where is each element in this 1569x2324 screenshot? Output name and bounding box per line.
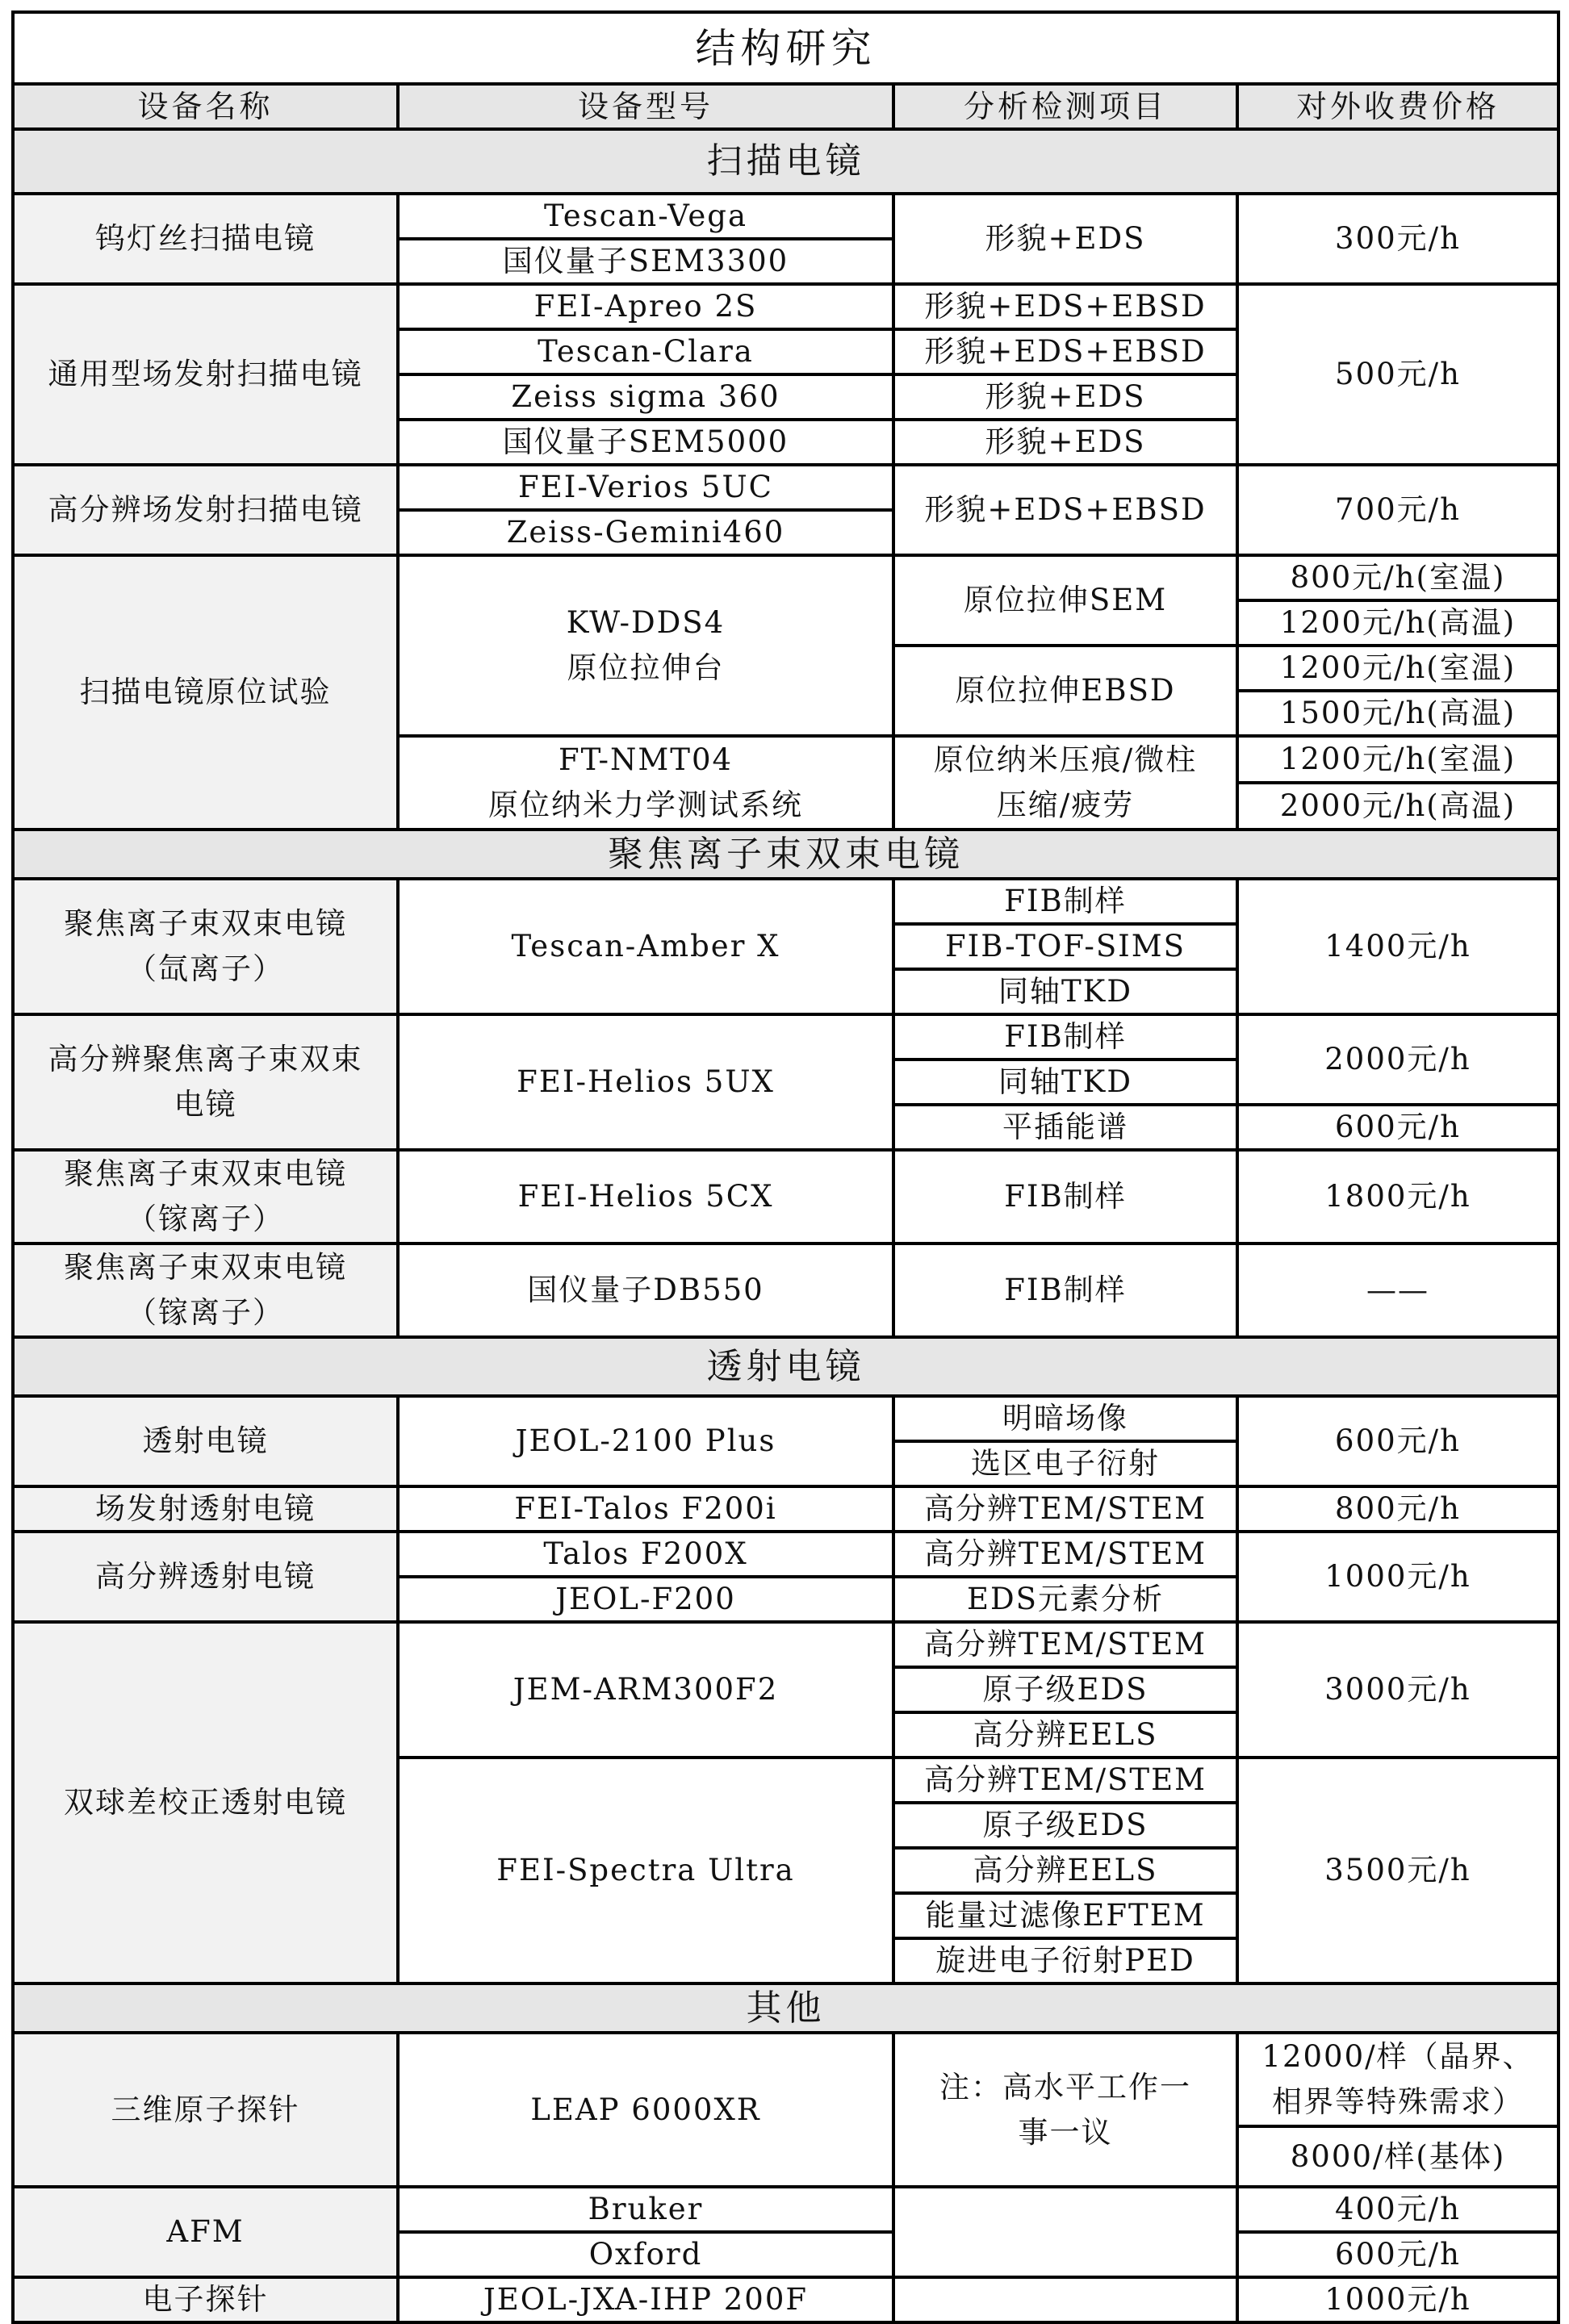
price: 1200元/h(高温): [1237, 600, 1559, 646]
test-item: 能量过滤像EFTEM: [893, 1893, 1237, 1938]
section-title: 聚焦离子束双束电镜: [13, 830, 1559, 879]
table-row: [13, 555, 1559, 600]
price: 1200元/h(室温): [1237, 736, 1559, 783]
item-line: 压缩/疲劳: [996, 788, 1135, 822]
table-row: [13, 1396, 1559, 1441]
device-model: FEI-Talos F200i: [398, 1486, 893, 1532]
device-name: [13, 1150, 398, 1244]
test-item: 高分辨EELS: [893, 1848, 1237, 1893]
device-line: 聚焦离子束双束电镜: [64, 1250, 347, 1285]
note: [893, 2033, 1237, 2187]
price: 400元/h: [1237, 2187, 1559, 2232]
device-model: JEOL-2100 Plus: [398, 1396, 893, 1486]
table-row: [13, 1150, 1559, 1197]
device-model: FEI-Spectra Ultra: [398, 1758, 893, 1983]
price: 1500元/h(高温): [1237, 691, 1559, 736]
device-line: （镓离子）: [127, 1295, 284, 1330]
price: ——: [1237, 1244, 1559, 1337]
test-item: 形貌+EDS: [893, 374, 1237, 420]
price-line: 相界等特殊需求）: [1272, 2084, 1524, 2119]
device-model: FEI-Verios 5UC: [398, 465, 893, 510]
note-line: 事一议: [1018, 2114, 1113, 2150]
device-model: [398, 736, 893, 830]
table-row: [13, 2187, 1559, 2232]
test-item: 同轴TKD: [893, 969, 1237, 1014]
device-line: （镓离子）: [127, 1202, 284, 1236]
device-name: 扫描电镜原位试验: [13, 555, 398, 830]
device-name: 高分辨透射电镜: [13, 1532, 398, 1622]
device-name: [13, 1244, 398, 1337]
column-header-model: 设备型号: [398, 84, 893, 129]
section-header-row: [13, 1337, 1559, 1396]
device-name: 电子探针: [13, 2277, 398, 2322]
device-model: Tescan-Vega: [398, 194, 893, 239]
price: 2000元/h(高温): [1237, 783, 1559, 830]
test-item: 原位拉伸SEM: [893, 555, 1237, 646]
device-name: 透射电镜: [13, 1396, 398, 1486]
device-model: JEOL-F200: [398, 1577, 893, 1622]
price: 500元/h: [1237, 284, 1559, 465]
device-model: Zeiss sigma 360: [398, 374, 893, 420]
table-row: [13, 879, 1559, 924]
test-item: [893, 2187, 1237, 2277]
table-row: [13, 2033, 1559, 2079]
device-model: Tescan-Clara: [398, 329, 893, 374]
test-item: FIB制样: [893, 1244, 1237, 1337]
device-model: JEM-ARM300F2: [398, 1622, 893, 1758]
price: 3500元/h: [1237, 1758, 1559, 1983]
test-item: 原子级EDS: [893, 1667, 1237, 1712]
test-item: FIB-TOF-SIMS: [893, 924, 1237, 969]
table-row: [13, 465, 1559, 510]
device-name: 三维原子探针: [13, 2033, 398, 2187]
price: 1400元/h: [1237, 879, 1559, 1014]
price: 1000元/h: [1237, 2277, 1559, 2322]
price-line: 12000/样（晶界、: [1261, 2039, 1534, 2074]
test-item: 同轴TKD: [893, 1060, 1237, 1105]
model-line: FT-NMT04: [558, 742, 734, 777]
test-item: 形貌+EDS+EBSD: [893, 329, 1237, 374]
price: 1000元/h: [1237, 1532, 1559, 1622]
table-row: [13, 1486, 1559, 1532]
section-header-row: [13, 129, 1559, 194]
note-line: 注：高水平工作一: [939, 2069, 1191, 2105]
device-model: Zeiss-Gemini460: [398, 510, 893, 555]
price: 700元/h: [1237, 465, 1559, 555]
device-name: 高分辨场发射扫描电镜: [13, 465, 398, 555]
test-item: 选区电子衍射: [893, 1441, 1237, 1486]
price: [1237, 2033, 1559, 2126]
table-row: [13, 2277, 1559, 2322]
device-model: 国仪量子SEM5000: [398, 420, 893, 465]
device-line: （氙离子）: [127, 951, 284, 986]
price: 600元/h: [1237, 2232, 1559, 2277]
test-item: 平插能谱: [893, 1105, 1237, 1150]
device-model: FEI-Apreo 2S: [398, 284, 893, 329]
test-item: 原位拉伸EBSD: [893, 646, 1237, 736]
device-name: AFM: [13, 2187, 398, 2277]
table-row: [13, 1622, 1559, 1667]
price: 3000元/h: [1237, 1622, 1559, 1758]
device-model: 国仪量子SEM3300: [398, 239, 893, 284]
device-model: JEOL-JXA-IHP 200F: [398, 2277, 893, 2322]
model-line: KW-DDS4: [566, 605, 726, 640]
device-line: 聚焦离子束双束电镜: [64, 1156, 347, 1191]
price: 300元/h: [1237, 194, 1559, 284]
table-row: [13, 1532, 1559, 1577]
price: 2000元/h: [1237, 1014, 1559, 1105]
item-line: 原位纳米压痕/微柱: [933, 742, 1198, 777]
device-model: FEI-Helios 5CX: [398, 1150, 893, 1244]
device-line: 电镜: [174, 1087, 237, 1122]
price: 1200元/h(室温): [1237, 646, 1559, 691]
test-item: FIB制样: [893, 1150, 1237, 1244]
test-item: 原子级EDS: [893, 1803, 1237, 1848]
device-name: 通用型场发射扫描电镜: [13, 284, 398, 465]
device-line: 高分辨聚焦离子束双束: [48, 1042, 363, 1076]
test-item: [893, 2277, 1237, 2322]
test-item: 高分辨TEM/STEM: [893, 1758, 1237, 1803]
model-line: 原位拉伸台: [567, 650, 725, 685]
price: 800元/h: [1237, 1486, 1559, 1532]
device-name: 场发射透射电镜: [13, 1486, 398, 1532]
pricing-table: [11, 10, 1560, 2324]
test-item: FIB制样: [893, 1014, 1237, 1060]
price: 800元/h(室温): [1237, 555, 1559, 600]
header-row: [13, 84, 1559, 129]
price: 600元/h: [1237, 1105, 1559, 1150]
section-title: 扫描电镜: [13, 129, 1559, 194]
test-item: 明暗场像: [893, 1396, 1237, 1441]
device-model: Tescan-Amber X: [398, 879, 893, 1014]
device-name: [13, 1014, 398, 1150]
device-model: 国仪量子DB550: [398, 1244, 893, 1337]
device-model: [398, 555, 893, 736]
page-title: 结构研究: [13, 12, 1559, 84]
test-item: 高分辨TEM/STEM: [893, 1622, 1237, 1667]
device-model: Bruker: [398, 2187, 893, 2232]
section-title: 透射电镜: [13, 1337, 1559, 1396]
device-line: 聚焦离子束双束电镜: [64, 906, 347, 941]
table-row: [13, 1014, 1559, 1060]
model-line: 原位纳米力学测试系统: [488, 788, 803, 822]
test-item: [893, 736, 1237, 830]
device-name: 钨灯丝扫描电镜: [13, 194, 398, 284]
column-header-device-name: 设备名称: [13, 84, 398, 129]
title-row: [13, 12, 1559, 84]
test-item: 高分辨TEM/STEM: [893, 1532, 1237, 1577]
price: 600元/h: [1237, 1396, 1559, 1486]
section-header-row: [13, 830, 1559, 879]
column-header-price: 对外收费价格: [1237, 84, 1559, 129]
table-row: [13, 284, 1559, 329]
device-model: Oxford: [398, 2232, 893, 2277]
test-item: 形貌+EDS: [893, 420, 1237, 465]
price: 8000/样(基体): [1237, 2126, 1559, 2187]
price: 1800元/h: [1237, 1150, 1559, 1244]
section-title: 其他: [13, 1983, 1559, 2033]
table-row: [13, 194, 1559, 239]
section-header-row: [13, 1983, 1559, 2033]
device-name: [13, 879, 398, 1014]
device-model: Talos F200X: [398, 1532, 893, 1577]
column-header-test-items: 分析检测项目: [893, 84, 1237, 129]
test-item: 形貌+EDS+EBSD: [893, 465, 1237, 555]
device-model: LEAP 6000XR: [398, 2033, 893, 2187]
device-model: FEI-Helios 5UX: [398, 1014, 893, 1150]
table-row: [13, 1244, 1559, 1290]
test-item: EDS元素分析: [893, 1577, 1237, 1622]
test-item: 高分辨TEM/STEM: [893, 1486, 1237, 1532]
device-name: 双球差校正透射电镜: [13, 1622, 398, 1983]
test-item: 旋进电子衍射PED: [893, 1938, 1237, 1983]
test-item: FIB制样: [893, 879, 1237, 924]
test-item: 高分辨EELS: [893, 1712, 1237, 1758]
test-item: 形貌+EDS+EBSD: [893, 284, 1237, 329]
test-item: 形貌+EDS: [893, 194, 1237, 284]
